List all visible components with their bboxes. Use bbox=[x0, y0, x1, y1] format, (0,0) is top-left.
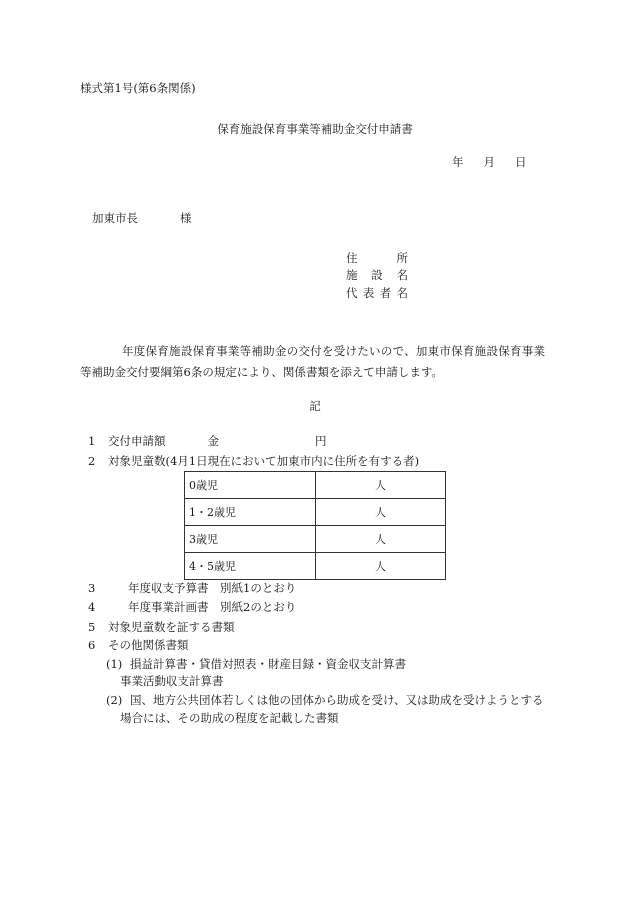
form-number: 様式第1号(第6条関係) bbox=[80, 81, 196, 95]
count-unit-cell: 人 bbox=[316, 553, 446, 580]
date-month: 月 bbox=[483, 155, 495, 169]
document-title: 保育施設保育事業等補助金交付申請書 bbox=[217, 122, 413, 136]
item-6 bbox=[88, 637, 189, 653]
date-line bbox=[452, 154, 527, 170]
addressee bbox=[92, 210, 192, 226]
children-count-table bbox=[184, 471, 446, 580]
table-row bbox=[185, 472, 446, 499]
addressee-name: 加東市長 bbox=[92, 211, 138, 225]
age-group-cell: 0歳児 bbox=[185, 472, 316, 499]
sub-item-2-line2: 場合には、その助成の程度を記載した書類 bbox=[120, 711, 339, 725]
sub-item-2-number: (2) bbox=[106, 693, 123, 707]
age-group-cell: 1・2歳児 bbox=[185, 499, 316, 526]
item-5-number: 5 bbox=[88, 620, 96, 634]
item-1 bbox=[88, 433, 327, 449]
applicant-facility-row bbox=[346, 267, 408, 283]
age-group-cell: 3歳児 bbox=[185, 526, 316, 553]
sub-item-1-line1: 損益計算書・貸借対照表・財産目録・資金収支計算書 bbox=[130, 657, 406, 671]
item-1-label: 交付申請額 bbox=[108, 434, 166, 448]
count-unit-cell: 人 bbox=[316, 526, 446, 553]
date-year: 年 bbox=[452, 155, 464, 169]
item-3 bbox=[88, 580, 296, 596]
table-row bbox=[185, 499, 446, 526]
body-paragraph: 年度保育施設保育事業等補助金の交付を受けたいので、加東市保育施設保育事業等補助金交付要綱第6条の規定により、関係書類を添えて申請します。 bbox=[80, 344, 545, 379]
sub-item-1-number: (1) bbox=[106, 657, 123, 671]
item-5-label: 対象児童数を証する書類 bbox=[108, 620, 235, 634]
date-day: 日 bbox=[515, 155, 527, 169]
item-4 bbox=[88, 599, 296, 615]
item-6-number: 6 bbox=[88, 638, 96, 652]
applicant-address-label: 住所 bbox=[346, 251, 408, 265]
sub-item-1-line2: 事業活動収支計算書 bbox=[120, 674, 224, 688]
item-2-label: 対象児童数(4月1日現在において加東市内に住所を有する者) bbox=[108, 454, 420, 468]
applicant-representative-row bbox=[346, 285, 408, 301]
item-6-label: その他関係書類 bbox=[108, 638, 189, 652]
item-5 bbox=[88, 619, 235, 635]
applicant-address-row bbox=[346, 250, 408, 266]
sub-item-1 bbox=[106, 656, 406, 672]
table-row bbox=[185, 553, 446, 580]
item-1-yen-unit: 円 bbox=[315, 434, 327, 448]
ki-heading: 記 bbox=[309, 399, 321, 413]
sub-item-2 bbox=[106, 692, 544, 708]
applicant-facility-label: 施設名 bbox=[346, 268, 408, 282]
item-4-label: 年度事業計画書 別紙2のとおり bbox=[128, 600, 297, 614]
item-4-number: 4 bbox=[88, 600, 96, 614]
item-3-number: 3 bbox=[88, 581, 96, 595]
count-unit-cell: 人 bbox=[316, 472, 446, 499]
item-1-yen-label: 金 bbox=[207, 434, 219, 448]
addressee-honorific: 様 bbox=[180, 211, 192, 225]
age-group-cell: 4・5歳児 bbox=[185, 553, 316, 580]
item-2-number: 2 bbox=[88, 454, 96, 468]
item-2 bbox=[88, 453, 419, 469]
applicant-representative-label: 代表者名 bbox=[346, 286, 408, 300]
sub-item-2-line1: 国、地方公共団体若しくは他の団体から助成を受け、又は助成を受けようとする bbox=[130, 693, 544, 707]
item-3-label: 年度収支予算書 別紙1のとおり bbox=[128, 581, 297, 595]
count-unit-cell: 人 bbox=[316, 499, 446, 526]
table-row bbox=[185, 526, 446, 553]
item-1-number: 1 bbox=[88, 434, 96, 448]
